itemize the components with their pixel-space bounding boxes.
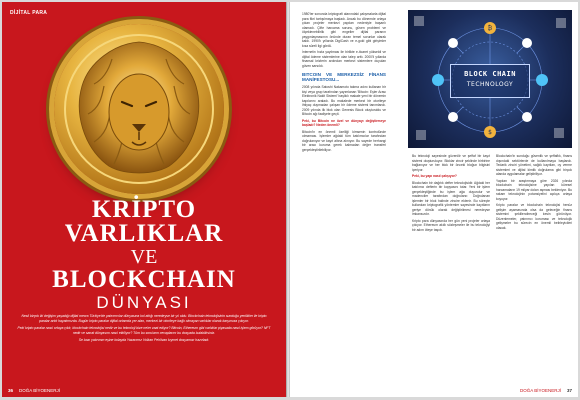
hero-line-1: BLOCK CHAIN [464,70,516,78]
svg-text:₿: ₿ [487,25,493,32]
intro-paragraph: Nesil birçok iki değişim yaşadığı dijital mecra Türkiye'de yatırımcılar dünyasına kol attığı neredeyse bir yıl oldu. Blockchain teknolojisinin sunduğu yenilikler ile kripto paralar artık hayatımızda. Bugün kripto paralar dijital ortamda yer alan, merkezi bir otoriteye bağlı olmayan varlıklar olarak karşımıza çıkıyor. [21,314,267,323]
intro-paragraph: Peki kripto paralar nasıl ortaya çıktı, blockchain teknolojisi nedir ve bu teknoloji bize neler vaat ediyor? Bitcoin, Ethereum gibi varlıklar piyasada nasıl işlem görüyor? NFT nedir ve sanat dünyasını nasıl etkiliyor? Tüm bu soruların cevaplarını bu dosyada bulabilirsiniz. [17,326,271,335]
body-paragraph: 2008 yılında Satoshi Nakamoto takma adını kullanan bir kişi veya grup tarafından yayımlanan 'Bitcoin: Eşler Arası Elektronik Nakit Sistemi' başlıklı makale yeni bir dönemin kapılarını araladı. Bu makalede merkezi bir otoriteye ihtiyaç duymadan çalışan bir ödeme sistemi tanımlandı. 2009 yılında ilk blok olan Genesis Block oluşturuldu ve Bitcoin ağı faaliyete geçti. [302,85,386,116]
page-number: 37 [566,388,572,393]
page-footer-left [8,388,60,393]
body-paragraph: İnternetin hızla yayılması ile birlikte e-ticaret yükseldi ve dijital ödeme sistemlerine olan talep arttı. 2000'li yıllarda finansal krizlerin ardından merkezi sistemlere duyulan güven sarsıldı. [302,50,386,68]
title-line-5: DÜNYASI [96,293,192,312]
question-heading: Peki, bu yapı nasıl çalışıyor? [412,174,457,178]
body-paragraph: 1980'ler sonunda kriptografi alanındaki çalışmalarla dijital para fikri tartışılmaya başladı. Ancak bu dönemde ortaya çıkan projeler merkezi yapıları nedeniyle başarılı olamadı. Çifte harcama sorunu, güven problemi ve ölçeklenebilirlik gibi engeller dijital paranın yaygınlaşmasının önünde duran temel sorunlar olarak kaldı. 1990'lı yıllarda DigiCash ve e-gold gibi girişimler kısa süreli ilgi gördü. [302,12,386,48]
question-heading: Peki, bu Bitcoin ne özel ve dünyayı değiştirmeye başladı? Neden önemli? [302,118,386,127]
lion-head-icon [54,24,224,194]
svg-text:$: $ [488,129,492,136]
article-column-2 [412,154,490,234]
page-label: DOĞA BİYOENERJİ [19,388,61,393]
article-column-1 [302,12,386,154]
intro-text [16,314,272,346]
hero-line-2: TECHNOLOGY [466,81,514,88]
article-column-3 [496,154,572,232]
title-line-2: VARLIKLAR [64,220,224,247]
body-paragraph: Bitcoin'in en önemli özelliği kimsenin kontrolünde olmaması. İşlemler ağdaki tüm katılımcılar tarafından doğrulanıyor ve kayıt altına alınıyor. Bu sayede herhangi bir aracı kuruma gerek kalmadan değer transferi gerçekleştirilebiliyor. [302,129,386,152]
body-paragraph: Kripto para dünyasında her gün yeni projeler ortaya çıkıyor. Ethereum akıllı sözleşmeler ile bu teknolojiyi bir adım öteye taşıdı. [412,218,490,232]
feature-title [2,198,286,314]
section-subheading: BITCOIN VE MERKEZSİZ FİNANS MANİFESTOSU... [302,72,386,82]
title-line-1: KRİPTO [91,196,197,223]
left-page [2,2,286,397]
page-footer-right [520,388,572,393]
body-paragraph: Yapılan bir araştırmaya göre 2026 yılında blockchain teknolojisine yapılan küresel harcamaların 19 milyar doları aşması bekleniyor. Bu rakam teknolojinin potansiyelini açıkça ortaya koyuyor. [496,178,572,201]
title-line-3: VE [130,246,158,268]
body-paragraph: Kripto paralar ve blockchain teknolojisi henüz gelişim aşamasında olsa da geleceğin finans sistemini şekillendireceği kesin görünüyor. Düzenlemeler, yatırımcı koruması ve teknolojik gelişmeler bu sürecin en önemli belirleyicileri olacak. [496,203,572,230]
blockchain-label [450,64,530,98]
section-tag: DİJİTAL PARA [10,10,48,16]
body-paragraph: Blockchain'in sunduğu güvenlik ve şeffaflık, finans dışındaki sektörlerde de kullanılmaya başlandı. Tedarik zinciri yönetimi, sağlık kayıtları, oy verme sistemleri ve dijital kimlik doğrulama gibi birçok alanda uygulamalar geliştiriliyor. [496,154,572,176]
intro-paragraph: Se bazı yatırımın eşine kolayda Yazarımız Volkan Pehlivan kıymet dosyamızı hazırladı. [78,338,210,343]
title-line-4: BLOCKCHAIN [52,266,236,293]
page-number: 36 [8,388,14,393]
body-paragraph: Bu teknoloji sayesinde güvenilir ve şeffaf bir kayıt sistemi oluşturuluyor. Bloklar zincir şeklinde birbirine bağlanıyor ve her blok bir önceki bloğun bilgisini içeriyor. [412,154,490,172]
lion-coin-image [54,24,224,194]
right-page [290,2,578,397]
page-label: DOĞA BİYOENERJİ [519,388,561,393]
blockchain-hero-image [408,10,572,148]
body-paragraph: Blockchain bir dağıtık defter teknolojisidir. Ağdaki her katılımcı defterin bir kopyasını tutar. Yeni bir işlem gerçekleştiğinde bu işlem ağa duyurulur ve madenciler tarafından doğrulanır. Doğrulanan işlemler bir blok halinde zincire eklenir. Bu süreçte kullanılan kriptografik yöntemler sayesinde kayıtların geriye dönük olarak değiştirilmesi neredeyse imkansızdır. [412,180,490,216]
